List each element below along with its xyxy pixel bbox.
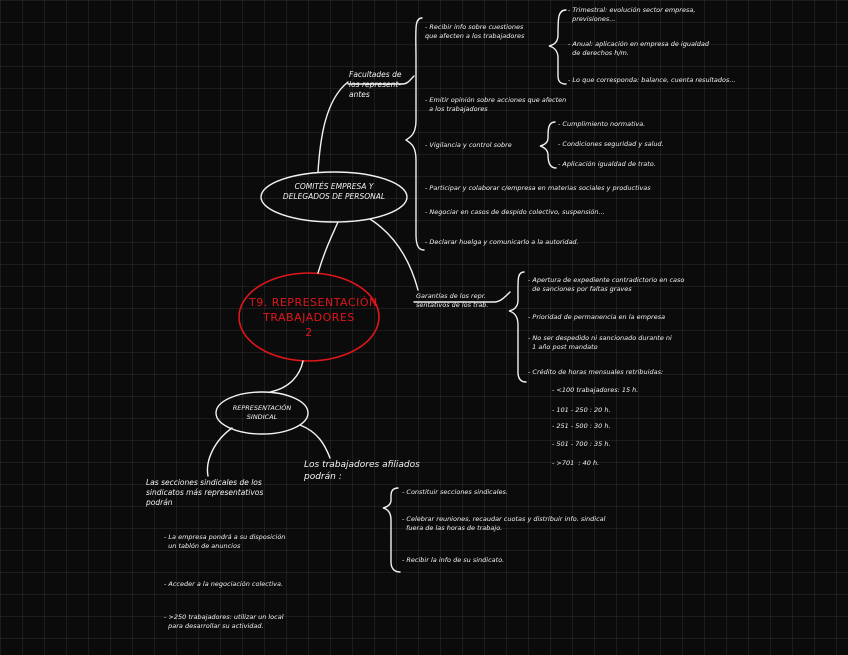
afiliados-info: - Recibir la info de su sindicato. (402, 556, 505, 564)
horas-mas-701: - >701 : 40 h. (552, 459, 600, 467)
secciones-negociacion: - Acceder a la negociación colectiva. (164, 580, 284, 588)
vigilancia-igualdad: - Aplicación igualdad de trato. (558, 160, 656, 168)
facultad-negociar: - Negociar en casos de despido colectivo, suspensión... (425, 208, 605, 216)
facultades-bracket (406, 18, 424, 250)
vigilancia-normativa: - Cumplimiento normativa. (558, 120, 646, 128)
recibir-bracket (549, 10, 566, 84)
facultades-label: Facultades de los represent- antes (349, 70, 402, 100)
garantia-prioridad: - Prioridad de permanencia en la empresa (528, 313, 666, 321)
facultad-declarar: - Declarar huelga y comunicarlo a la autoridad. (425, 238, 579, 246)
link-comites-garantias (370, 219, 418, 290)
garantia-despido: - No ser despedido ni sancionado durante ni 1 año post mandato (528, 334, 672, 351)
horas-251-500: - 251 - 500 : 30 h. (552, 422, 611, 430)
link-comites-facultades (318, 82, 348, 172)
secciones-tablon: - La empresa pondrá a su disposición un tablón de anuncios (164, 533, 286, 550)
facultad-participar: - Participar y colaborar c/empresa en materias sociales y productivas (425, 184, 651, 192)
secciones-local: - >250 trabajadores: utilizar un local para desarrollar su actividad. (164, 613, 284, 630)
facultad-vigilancia: - Vigilancia y control sobre (425, 141, 512, 149)
vigilancia-seguridad: - Condiciones seguridad y salud. (558, 140, 664, 148)
horas-101-250: - 101 - 250 : 20 h. (552, 406, 611, 414)
horas-501-700: - 501 - 700 : 35 h. (552, 440, 611, 448)
link-title-sindical (270, 361, 303, 392)
sindical-node-label: REPRESENTACIÓN SINDICAL (232, 404, 292, 421)
horas-menos-100: - <100 trabajadores: 15 h. (552, 386, 639, 394)
afiliados-constituir: - Constituir secciones sindicales. (402, 488, 508, 496)
garantias-bracket (509, 272, 526, 382)
recibir-sub-anual: - Anual: aplicación en empresa de igualdad de derechos h/m. (568, 40, 709, 57)
facultad-emitir: - Emitir opinión sobre acciones que afecten a los trabajadores (425, 96, 567, 113)
comites-node-label: COMITÉS EMPRESA Y DELEGADOS DE PERSONAL (282, 182, 386, 202)
afiliados-label: Los trabajadores afiliados podrán : (304, 460, 420, 483)
link-sindical-afiliados (300, 425, 330, 458)
afiliados-bracket (383, 488, 400, 572)
recibir-sub-corresponda: - Lo que corresponda: balance, cuenta resultados... (568, 76, 736, 84)
recibir-sub-trimestral: - Trimestral: evolución sector empresa, previsiones... (568, 6, 696, 23)
facultad-recibir-info: - Recibir info sobre cuestiones que afecten a los trabajadores (425, 23, 525, 40)
link-title-comites (318, 222, 338, 273)
vigilancia-bracket (540, 122, 556, 168)
link-sindical-secciones (207, 428, 232, 476)
map-title: T9. REPRESENTACIÓN TRABAJADORES 2 (249, 296, 378, 339)
afiliados-reuniones: - Celebrar reuniones, recaudar cuotas y distribuir info. sindical fuera de las horas de trabajo. (402, 515, 606, 532)
garantia-expediente: - Apertura de expediente contradictorio en caso de sanciones por faltas graves (528, 276, 685, 293)
garantias-label: Garantías de los repr. sentativos de los trab. (416, 292, 489, 309)
secciones-label: Las secciones sindicales de los sindicatos más representativos podrán (146, 478, 264, 508)
garantia-credito-horas: - Crédito de horas mensuales retribuidas: (528, 368, 664, 376)
